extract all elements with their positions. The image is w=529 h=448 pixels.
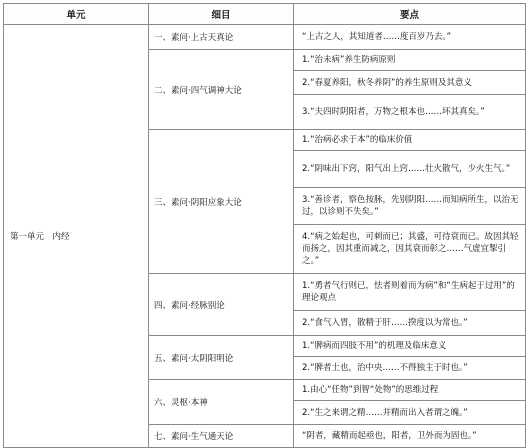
point-cell: 4.“病之始起也，可刺而已；其盛，可待衰而已。故因其轻而扬之，因其重而减之，因其衰而彰之……气虚宜掣引之。” (294, 225, 526, 274)
point-cell: “阴者，藏精而起亟也，阳者，卫外而为固也。” (294, 425, 526, 448)
point-cell: 2.“春夏养阳，秋冬养阴”的养生原则及其意义 (294, 71, 526, 95)
point-cell: 1.“治病必求于本”的临床价值 (294, 130, 526, 151)
topic-cell: 二、素问·四气调神大论 (149, 50, 294, 130)
header-row (4, 4, 526, 25)
header-topic: 细目 (149, 4, 294, 25)
point-cell: 3.“善诊者，察色按脉，先别阴阳……而知病所生，以治无过，以诊则不失矣。” (294, 188, 526, 225)
topic-cell: 五、素问·太阴阳明论 (149, 336, 294, 380)
header-unit: 单元 (4, 4, 149, 25)
table-row (4, 25, 526, 50)
header-points: 要点 (294, 4, 526, 25)
point-cell: 2.“食气入胃，散精于肝……揆度以为常也。” (294, 311, 526, 336)
point-cell: 2.“脾者土也，治中央……不得独主于时也。” (294, 357, 526, 380)
syllabus-table (3, 3, 526, 448)
point-cell: 1.由心“任物”到智“处物”的思维过程 (294, 380, 526, 401)
point-cell: 1.“治未病”养生防病原则 (294, 50, 526, 71)
topic-cell: 六、灵枢·本神 (149, 380, 294, 425)
topic-cell: 三、素问·阴阳应象大论 (149, 130, 294, 274)
point-cell: 2.“生之来谓之精……并精而出入者谓之魄。” (294, 401, 526, 425)
point-cell: 2.“阴味出下窍，阳气出上窍……壮火散气，少火生气。” (294, 151, 526, 188)
topic-cell: 七、素问·生气通天论 (149, 425, 294, 448)
topic-cell: 一、素问·上古天真论 (149, 25, 294, 50)
point-cell: 1.“勇者气行则已，怯者则着而为病”和“生病起于过用”的理论观点 (294, 274, 526, 311)
unit-cell: 第一单元 内经 (4, 25, 149, 448)
topic-cell: 四、素问·经脉别论 (149, 274, 294, 336)
point-cell: 1.“脾病而四肢不用”的机理及临床意义 (294, 336, 526, 357)
point-cell: “上古之人，其知道者……度百岁乃去。” (294, 25, 526, 50)
point-cell: 3.“夫四时阴阳者，万物之根本也……坏其真矣。” (294, 95, 526, 130)
